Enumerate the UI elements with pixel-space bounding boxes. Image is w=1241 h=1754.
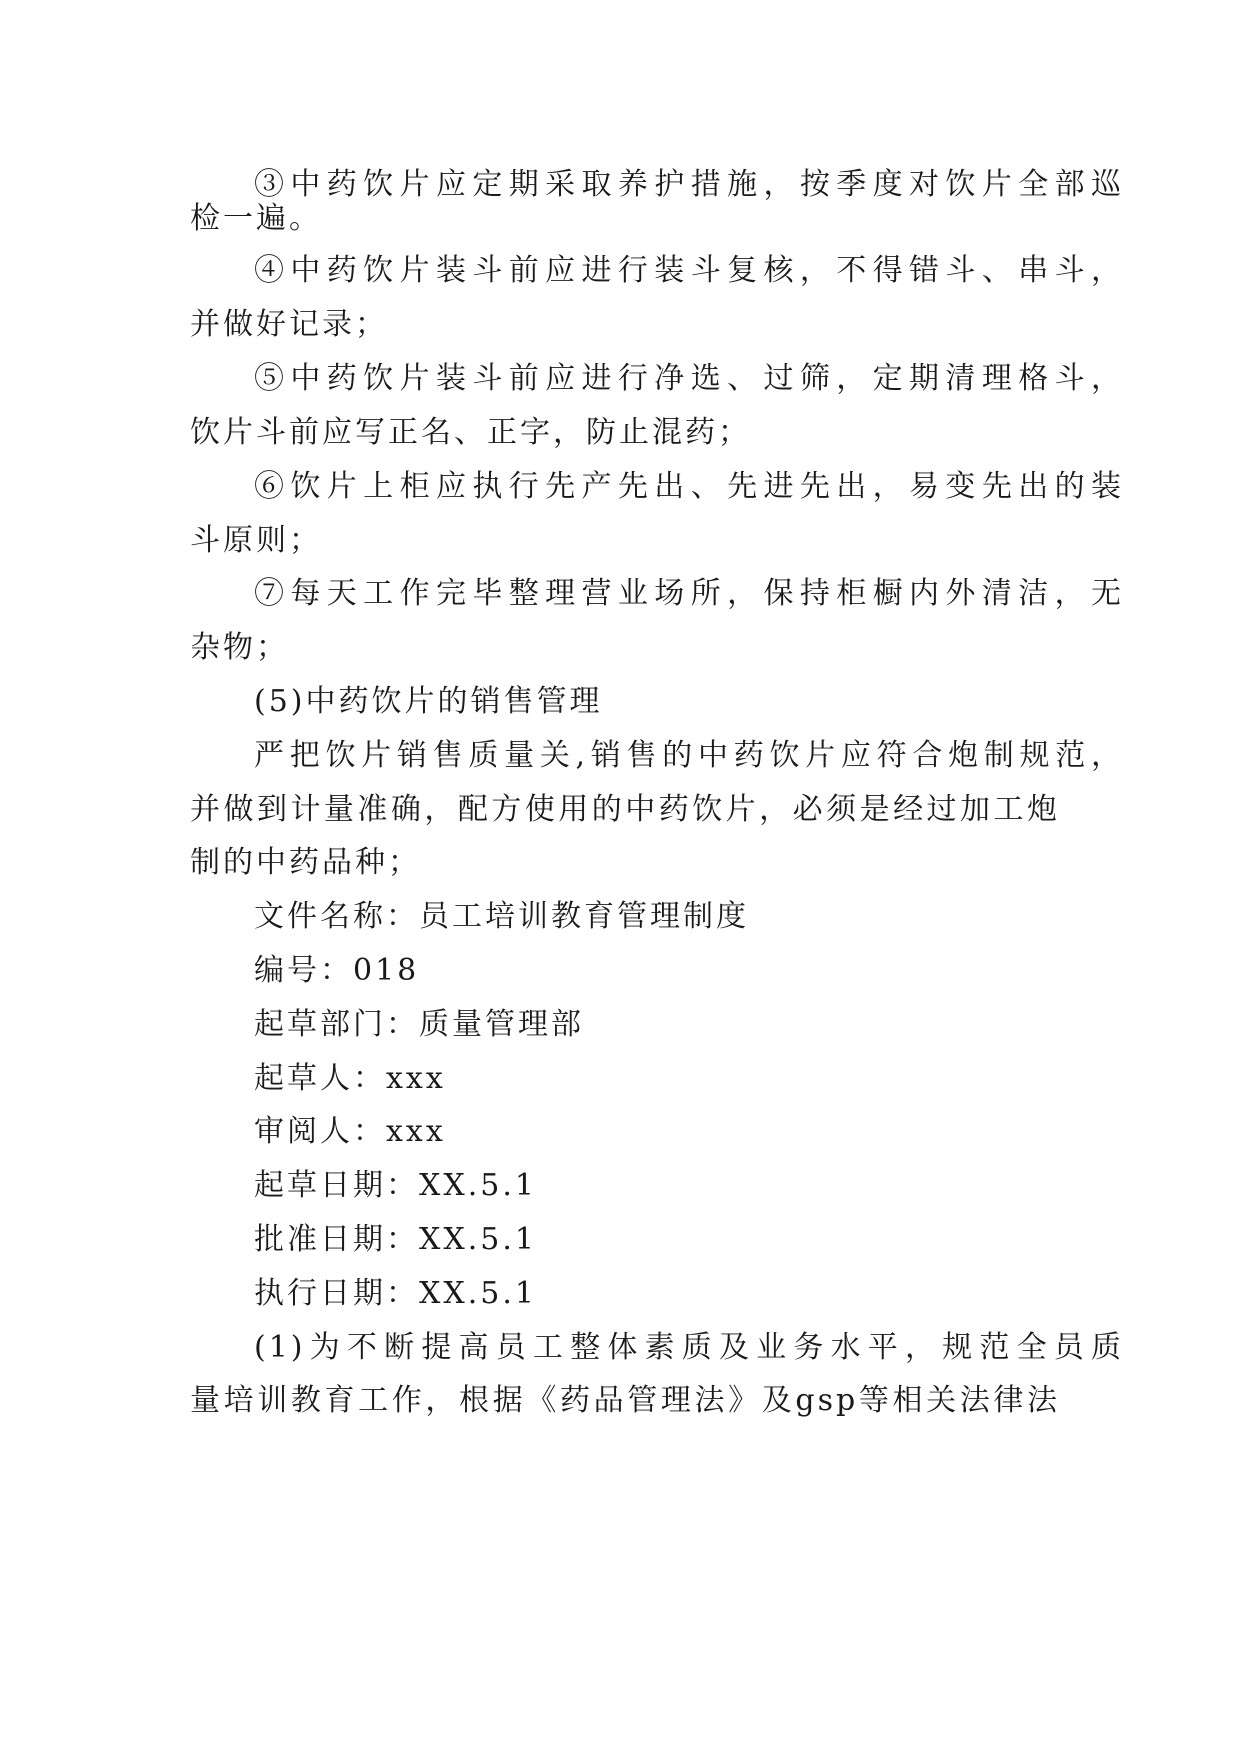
paragraph-line: 杂物； (190, 630, 289, 665)
drafting-date: 起草日期：XX.5.1 (254, 1168, 537, 1203)
paragraph-line: ⑥饮片上柜应执行先产先出、先进先出，易变先出的装 (254, 469, 1124, 504)
paragraph-line: ③中药饮片应定期采取养护措施，按季度对饮片全部巡 (254, 167, 1124, 202)
drafter: 起草人：xxx (254, 1061, 446, 1096)
execution-date: 执行日期：XX.5.1 (254, 1276, 537, 1311)
paragraph-line: ⑦每天工作完毕整理营业场所，保持柜橱内外清洁，无 (254, 576, 1124, 611)
paragraph-line: 并做好记录； (190, 307, 388, 342)
section-heading: (5)中药饮片的销售管理 (254, 684, 603, 719)
paragraph-line: 检一遍。 (190, 201, 322, 236)
paragraph-line: 严把饮片销售质量关,销售的中药饮片应符合炮制规范， (254, 738, 1124, 773)
document-name: 文件名称：员工培训教育管理制度 (254, 899, 749, 934)
reviewer: 审阅人：xxx (254, 1114, 446, 1149)
paragraph-line: 并做到计量准确，配方使用的中药饮片，必须是经过加工炮 (190, 792, 1060, 827)
approval-date: 批准日期：XX.5.1 (254, 1222, 537, 1257)
paragraph-line: 斗原则； (190, 523, 322, 558)
drafting-department: 起草部门：质量管理部 (254, 1007, 584, 1042)
paragraph-line: 饮片斗前应写正名、正字，防止混药； (190, 415, 751, 450)
paragraph-line: ④中药饮片装斗前应进行装斗复核，不得错斗、串斗， (254, 253, 1124, 288)
paragraph-line: 制的中药品种； (190, 845, 421, 880)
document-number: 编号：018 (254, 953, 420, 988)
paragraph-line: (1)为不断提高员工整体素质及业务水平，规范全员质 (254, 1330, 1124, 1365)
paragraph-line: 量培训教育工作，根据《药品管理法》及gsp等相关法律法 (190, 1383, 1060, 1418)
paragraph-line: ⑤中药饮片装斗前应进行净选、过筛，定期清理格斗， (254, 361, 1124, 396)
